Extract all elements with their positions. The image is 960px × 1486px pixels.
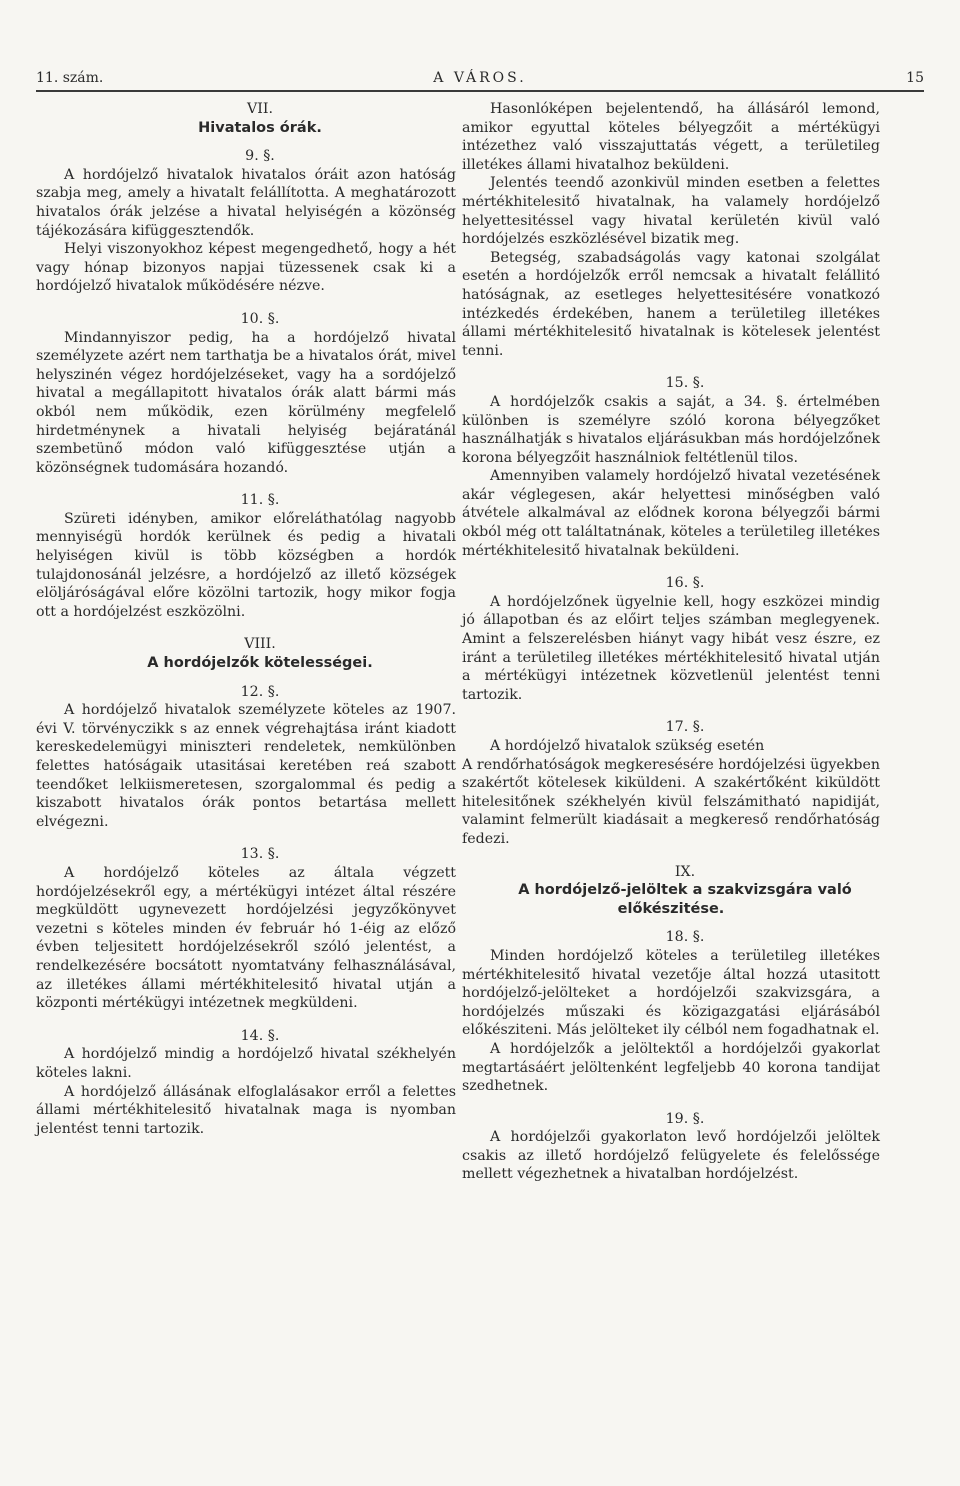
section-12-heading: 12. §.	[240, 683, 280, 700]
section-15-paragraph-1: A hordójelzők csakis a saját, a 34. §. értelmében különben is személyre szóló korona bélyegzőket használhatják s hivatalos eljárásukban más hordójelzőnek korona bélyegzőit használniok feltétlenül tilos.	[462, 393, 880, 466]
section-11-paragraph-1: Szüreti idényben, amikor előreláthatólag nagyobb mennyiségü hordók kerülnek és pedig a hivatali helyiségen kivül is több községben a hordók tulajdonosánál jelzésre, a hordójelző az illető községek elöljáróságával előre közölni tartozik, hogy mikor fogja ott a hordójelzést eszközölni.	[36, 510, 456, 620]
section-18-paragraph-2: A hordójelzők a jelöltektől a hordójelzői gyakorlat megtartásáért jelöltenként legfeljebb 40 korona tandijat szedhetnek.	[462, 1040, 880, 1095]
section-9-paragraph-1: A hordójelző hivatalok hivatalos óráit azon hatóság szabja meg, amely a hivatalt felállította. A meghatározott hivatalos órák jelzése a hivatal helyiségén a közönség tájékozására kifüggesztendők.	[36, 166, 456, 239]
section-9-heading: 9. §.	[245, 148, 275, 165]
section-13-heading: 13. §.	[240, 846, 280, 863]
issue-number: 11. szám.	[36, 70, 104, 86]
section-11-heading: 11. §.	[240, 492, 280, 509]
section-18-heading: 18. §.	[665, 929, 705, 946]
chapter-7-title: Hivatalos órák.	[198, 119, 322, 136]
section-13-paragraph-1: A hordójelző köteles az általa végzett hordójelzésekről egy, a mértékügyi intézet által részére megküldött ugynevezett hordójelzési jegyzőkönyvet vezetni s köteles minden év február hó 1-éig az előző évben teljesitett hordójelzésekről szóló jelentést, a rendelkezésére bocsátott nyomtatvány felhasználásával, az illetékes állami mértékhitelesitő hivatal utján a központi mértékügyi intézetnek megküldeni.	[36, 864, 456, 1012]
section-19-paragraph-1: A hordójelzői gyakorlaton levő hordójelzői jelöltek csakis az illető hordójelző felügyelete és felelőssége mellett végezhetnek a hivatalban hordójelzést.	[462, 1129, 880, 1183]
section-14-paragraph-2: A hordójelző állásának elfoglalásakor erről a felettes állami mértékhitelesitő hivatalnak maga is nyomban jelentést tenni tartozik.	[36, 1083, 456, 1137]
section-14-paragraph-1: A hordójelző mindig a hordójelző hivatal székhelyén köteles lakni.	[36, 1046, 456, 1081]
page-number: 15	[906, 70, 924, 86]
section-12-paragraph-1: A hordójelző hivatalok személyzete köteles az 1907. évi V. törvényczikk s az ennek végrehajtása iránt kiadott kereskedelemügyi miniszteri rendeletek, nemkülönben felettes hatóságaik utasitásai keretében reá szabott teendőket lelkiismeretesen, szorgalommal és pedig a kiszabott hivatalos órák pontos betartása mellett elvégezni.	[36, 702, 456, 830]
section-10-paragraph-1: Mindannyiszor pedig, ha a hordójelző hivatal személyzete azért nem tarthatja be a hivatalos órát, mivel helyszinén végez hordójelzéseket, vagy ha a sordójelző hivatal a megállapitott hivatalos órák alatt bármi más okból nem működik, ezen körülmény megfelelő hirdetménynek a hivatali helyiség bejáratánál szembetünő módon való kifüggesztése utján a közönségnek tudomására hozandó.	[36, 329, 456, 476]
right-column	[462, 100, 880, 1184]
left-column	[36, 100, 456, 1138]
section-15-heading: 15. §.	[665, 375, 705, 392]
section-9-paragraph-2: Helyi viszonyokhoz képest megengedhető, hogy a hét vagy hónap bizonyos napjai tüzessenek csak ki a hordójelző hivatalok működésére nézve.	[36, 241, 456, 295]
section-16-heading: 16. §.	[665, 575, 705, 592]
page-header	[36, 68, 924, 92]
section-19-heading: 19. §.	[665, 1110, 705, 1127]
section-15-paragraph-2: Amennyiben valamely hordójelző hivatal vezetésének akár véglegesen, akár helyettesi minőségben való átvétele alkalmával az elődnek korona bélyegzői bármi okból még ott találtatnának, köteles a területileg illetékes mértékhitelesitő hivatalnak beküldeni.	[462, 468, 880, 559]
section-10-heading: 10. §.	[240, 310, 280, 327]
chapter-8-title: A hordójelzők kötelességei.	[147, 655, 373, 672]
section-18-paragraph-1: Minden hordójelző köteles a területileg illetékes mértékhitelesitő hivatal vezetője által hozzá utasitott hordójelző-jelölteket a hordójelzői szakvizsgára, a hordójelzés műszaki és közigazgatási eljárásából előkésziteni. Más jelölteket ily célból nem fogadhatnak el.	[462, 947, 880, 1039]
chapter-7-number: VII.	[247, 101, 273, 117]
continuation-paragraph-1: Hasonlóképen bejelentendő, ha állásáról lemond, amikor egyuttal köteles bélyegzőit a mértékügyi intézethez való visszajuttatás végett, a területileg illetékes állami hivatalhoz beküldeni.	[462, 101, 880, 173]
section-16-paragraph-1: A hordójelzőnek ügyelnie kell, hogy eszközei mindig jó állapotban és az előirt teljes számban meglegyenek. Amint a felszerelésben hiányt vagy hibát vesz észre, ez iránt a területileg illetékes mértékhitelesitő hivatal utján a mértékügyi intézetnek közvetlenül jelentést tenni tartozik.	[462, 593, 880, 703]
chapter-9-number: IX.	[674, 863, 696, 880]
section-17-heading: 17. §.	[665, 719, 705, 736]
section-14-heading: 14. §.	[240, 1027, 280, 1044]
chapter-9-title: A hordójelző-jelöltek a szakvizsgára való előkészitése.	[518, 882, 852, 917]
section-17-paragraph-1: A rendőrhatóságok megkeresésére hordójelzési ügyekben szakértőt kötelesek kiküldeni. A szakértőként kiküldött hitelesitőnek székhelyén kivül felszámitható napidiját, valamint felmerült kiadásait a megkereső rendőrhatóság fedezi.	[462, 756, 880, 847]
chapter-8-number: VIII.	[244, 636, 276, 653]
section-17-lead: A hordójelző hivatalok szükség esetén	[490, 738, 765, 754]
continuation-paragraph-2: Jelentés teendő azonkivül minden esetben a felettes mértékhitelesitő hivatalnak, ha valamely hordójelző helyettesitéssel vagy hivatal kerületén kivül való hordójelzés eszközlésével bizatik meg.	[462, 175, 880, 248]
journal-title: A VÁROS.	[433, 70, 527, 86]
continuation-paragraph-3: Betegség, szabadságolás vagy katonai szolgálat esetén a hordójelzők erről nemcsak a hivatalt felállitó hatóságnak, az esetleges helyettesitésére vonatkozó intézkedés érdekében, hanem a területileg illetékes állami mértékhitelesitő hivatalnak is kötelesek jelentést tenni.	[462, 249, 880, 359]
